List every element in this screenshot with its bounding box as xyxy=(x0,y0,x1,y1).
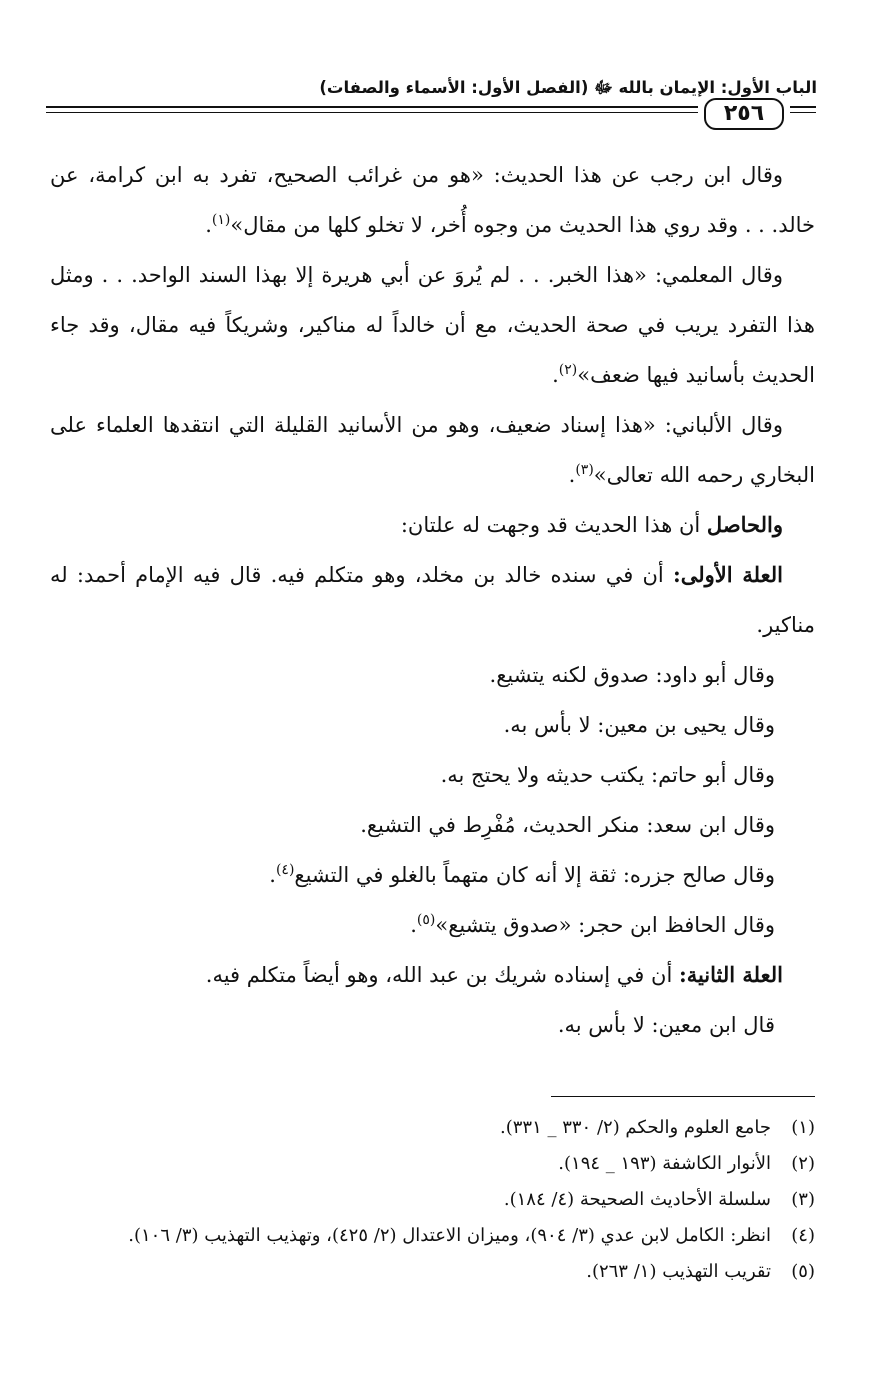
footnote xyxy=(50,1218,815,1254)
footnote xyxy=(50,1254,815,1290)
footnote xyxy=(50,1182,815,1218)
footnote-text: انظر: الكامل لابن عدي (٣/ ٩٠٤)، وميزان الاعتدال (٢/ ٤٢٥)، وتهذيب التهذيب (٣/ ١٠٦). xyxy=(128,1225,771,1246)
page-number: ٢٥٦ xyxy=(723,101,765,126)
header-rule-right-double xyxy=(790,112,816,113)
footnote-ref-2: (٢) xyxy=(558,362,578,378)
paragraph-text: أن هذا الحديث قد وجهت له علتان: xyxy=(400,513,707,537)
main-text xyxy=(50,150,815,1050)
paragraph-conclusion xyxy=(50,500,815,550)
footnote-ref-3: (٣) xyxy=(575,462,594,478)
paragraph-text: وقال ابن رجب عن هذا الحديث: «هو من غرائب الصحيح، تفرد به ابن كرامة، عن خالد. . . وقد روي هذا الحديث من وجوه أُخر، لا تخلو كلها من مقال» xyxy=(50,163,815,237)
quote-ibn-maeen-sharik: قال ابن معين: لا بأس به. xyxy=(557,1013,775,1037)
paragraph-text: أن في إسناده شريك بن عبد الله، وهو أيضاً متكلم فيه. xyxy=(205,963,679,987)
paragraph-text: وقال صالح جزره: ثقة إلا أنه كان متهماً بالغلو في التشيع xyxy=(294,863,775,887)
paragraph-text: أن في سنده خالد بن مخلد، وهو متكلم فيه. قال فيه الإمام أحمد: له مناكير. xyxy=(50,563,815,637)
quote-abu-hatim: وقال أبو حاتم: يكتب حديثه ولا يحتج به. xyxy=(440,763,775,787)
paragraph-second-defect xyxy=(50,950,815,1000)
footnote-number: (٤) xyxy=(791,1225,815,1246)
footnote-text: الأنوار الكاشفة (١٩٣ _ ١٩٤). xyxy=(558,1153,771,1174)
footnote-separator xyxy=(551,1096,815,1097)
paragraph-ibn-rajab: وقال ابن رجب عن هذا الحديث: «هو من غرائب الصحيح، تفرد به ابن كرامة، عن خالد. . . وقد روي هذا الحديث من وجوه أُخر، لا تخلو كلها من مقال»$^{(١)}$. xyxy=(50,163,815,237)
quote-ibn-maeen: وقال يحيى بن معين: لا بأس به. xyxy=(503,713,775,737)
footnotes xyxy=(50,1110,815,1290)
paragraph-text: وقال الألباني: «هذا إسناد ضعيف، وهو من الأسانيد القليلة التي انتقدها العلماء على البخاري رحمه الله تعالى» xyxy=(50,413,815,487)
footnote xyxy=(50,1110,815,1146)
paragraph-albani: وقال الألباني: «هذا إسناد ضعيف، وهو من الأسانيد القليلة التي انتقدها العلماء على البخاري رحمه الله تعالى»$^{(٣)}$. xyxy=(50,413,815,487)
footnote-ref-5: (٥) xyxy=(416,912,436,928)
running-header xyxy=(46,74,817,102)
quote-ibn-hajar: وقال الحافظ ابن حجر: «صدوق يتشيع»$^{(٥)}$. xyxy=(410,912,775,937)
footnote-number: (٣) xyxy=(791,1189,815,1210)
footnote-ref-4: (٤) xyxy=(275,862,295,878)
paragraph-text: وقال الحافظ ابن حجر: «صدوق يتشيع» xyxy=(435,913,775,937)
footnote-number: (١) xyxy=(791,1117,815,1138)
footnote xyxy=(50,1146,815,1182)
quote-salih-jazara: وقال صالح جزره: ثقة إلا أنه كان متهماً بالغلو في التشيع$^{(٤)}$. xyxy=(269,862,775,887)
footnote-number: (٢) xyxy=(791,1153,815,1174)
footnote-text: سلسلة الأحاديث الصحيحة (٤/ ١٨٤). xyxy=(503,1189,771,1210)
quote-ibn-saad: وقال ابن سعد: منكر الحديث، مُفْرِط في التشيع. xyxy=(360,813,775,837)
bold-term: العلة الأولى: xyxy=(672,562,784,587)
footnote-text: تقريب التهذيب (١/ ٢٦٣). xyxy=(586,1261,771,1282)
header-rule-left xyxy=(46,106,698,108)
page-number-badge xyxy=(704,98,784,130)
running-title: الباب الأول: الإيمان بالله ﷻ (الفصل الأول: الأسماء والصفات) xyxy=(319,78,817,97)
footnote-ref-1: (١) xyxy=(211,212,231,228)
bold-term: العلة الثانية: xyxy=(678,962,783,987)
header-rule-left-double xyxy=(46,112,698,113)
paragraph-first-defect xyxy=(50,550,815,650)
bold-term: والحاصل xyxy=(706,512,783,537)
paragraph-muallimi: وقال المعلمي: «هذا الخبر. . . لم يُروَ عن أبي هريرة إلا بهذا السند الواحد. . . ومثل هذا التفرد يريب في صحة الحديث، مع أن خالداً له مناكير، وشريكاً فيه مقال، وقد جاء الحديث بأسانيد فيها ضعف»$^{(٢)}$. xyxy=(50,263,815,387)
footnote-number: (٥) xyxy=(791,1261,815,1282)
paragraph-text: وقال المعلمي: «هذا الخبر. . . لم يُروَ عن أبي هريرة إلا بهذا السند الواحد. . . ومثل هذا التفرد يريب في صحة الحديث، مع أن خالداً له مناكير، وشريكاً فيه مقال، وقد جاء الحديث بأسانيد فيها ضعف» xyxy=(50,263,815,387)
header-rule-right xyxy=(790,106,816,108)
footnote-text: جامع العلوم والحكم (٢/ ٣٣٠ _ ٣٣١). xyxy=(499,1117,771,1138)
quote-abu-dawud: وقال أبو داود: صدوق لكنه يتشيع. xyxy=(489,663,775,687)
